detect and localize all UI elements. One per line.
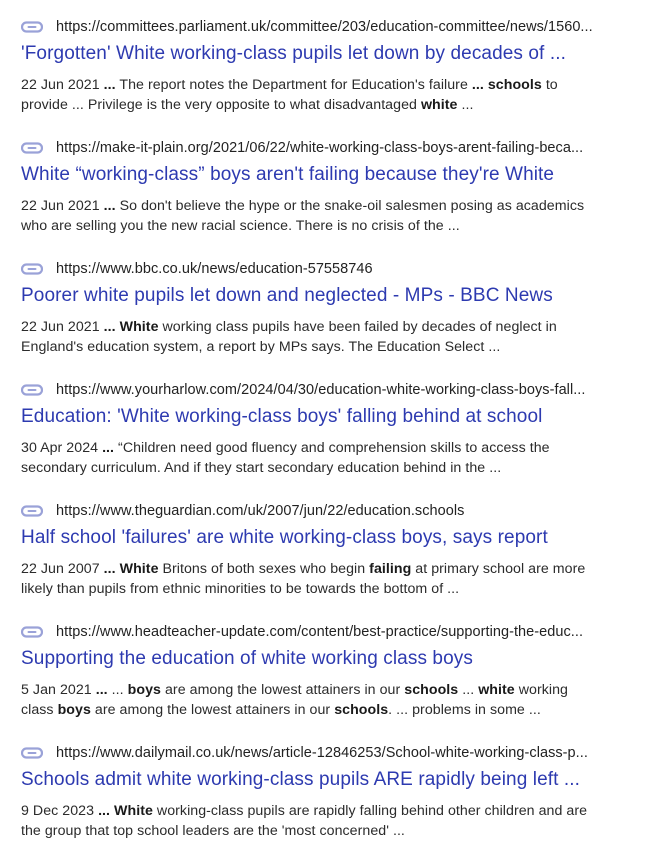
snippet-text: 5 Jan 2021 (21, 682, 96, 698)
link-icon-glyph (21, 21, 43, 33)
snippet-text: are among the lowest attainers in our (160, 682, 405, 698)
snippet-line (21, 458, 631, 478)
result-snippet (21, 196, 631, 236)
result-url[interactable]: https://make-it-plain.org/2021/06/22/white-working-class-boys-arent-failing-beca... (56, 140, 584, 156)
snippet-text: So don't believe the hype or the snake-oil salesmen posing as academics (115, 198, 585, 214)
result-title-link[interactable]: 'Forgotten' White working-class pupils let down by decades of ... (21, 43, 566, 64)
snippet-text: The report notes the Department for Education's failure (115, 77, 472, 93)
link-icon-glyph (21, 747, 43, 759)
link-icon (21, 20, 43, 34)
snippet-text: 22 Jun 2007 (21, 561, 104, 577)
snippet-highlight: ... (103, 198, 116, 214)
snippet-text: 22 Jun 2021 (21, 198, 104, 214)
link-icon-glyph (21, 384, 43, 396)
snippet-line (21, 216, 631, 236)
snippet-text: who are selling you the new racial science. There is no crisis of the ... (21, 218, 460, 234)
snippet-highlight: White (119, 319, 159, 335)
snippet-highlight: boys (127, 682, 161, 698)
result-title-link[interactable]: Poorer white pupils let down and neglected - MPs - BBC News (21, 285, 553, 306)
snippet-text: class (21, 702, 58, 718)
result-url-row[interactable] (21, 500, 631, 522)
snippet-line (21, 579, 631, 599)
snippet-text: England's education system, a report by MPs says. The Education Select ... (21, 339, 501, 355)
link-icon (21, 141, 43, 155)
result-snippet (21, 438, 631, 478)
search-result (21, 16, 631, 115)
link-icon (21, 746, 43, 760)
snippet-highlight: boys (57, 702, 91, 718)
snippet-line (21, 700, 631, 720)
result-title-link[interactable]: Half school 'failures' are white working-class boys, says report (21, 527, 548, 548)
result-url-row[interactable] (21, 258, 631, 280)
snippet-text: ... (458, 682, 479, 698)
result-url[interactable]: https://www.headteacher-update.com/content/best-practice/supporting-the-educ... (56, 624, 584, 640)
result-title-link[interactable]: Schools admit white working-class pupils ARE rapidly being left ... (21, 769, 581, 790)
snippet-highlight: white (478, 682, 515, 698)
result-url-row[interactable] (21, 621, 631, 643)
snippet-highlight: schools (487, 77, 542, 93)
snippet-text: ... (457, 97, 474, 113)
snippet-highlight: White (119, 561, 159, 577)
snippet-text: 9 Dec 2023 (21, 803, 99, 819)
link-icon (21, 504, 43, 518)
snippet-text: at primary school are more (411, 561, 586, 577)
result-title-link[interactable]: Education: 'White working-class boys' falling behind at school (21, 406, 543, 427)
link-icon-glyph (21, 142, 43, 154)
snippet-text: “Children need good fluency and comprehension skills to access the (114, 440, 550, 456)
snippet-line (21, 95, 631, 115)
snippet-highlight: White (114, 803, 153, 819)
snippet-text: the group that top school leaders are the 'most concerned' ... (21, 823, 405, 839)
result-url-row[interactable] (21, 137, 631, 159)
snippet-text: likely than pupils from ethnic minorities to be towards the bottom of ... (21, 581, 460, 597)
snippet-line (21, 196, 631, 216)
snippet-highlight: ... (102, 440, 115, 456)
result-url-row[interactable] (21, 16, 631, 38)
snippet-highlight: ... (471, 77, 484, 93)
snippet-text: 30 Apr 2024 (21, 440, 103, 456)
result-url[interactable]: https://www.dailymail.co.uk/news/article-12846253/School-white-working-class-p... (56, 745, 588, 761)
snippet-highlight: schools (334, 702, 389, 718)
snippet-highlight: failing (369, 561, 412, 577)
search-result (21, 379, 631, 478)
link-icon (21, 625, 43, 639)
result-snippet (21, 317, 631, 357)
result-title-link[interactable]: White “working-class” boys aren't failing because they're White (21, 164, 555, 185)
result-url-row[interactable] (21, 379, 631, 401)
snippet-text: Britons of both sexes who begin (158, 561, 370, 577)
snippet-line (21, 801, 631, 821)
result-url[interactable]: https://www.theguardian.com/uk/2007/jun/22/education.schools (56, 503, 465, 519)
result-url[interactable]: https://committees.parliament.uk/committee/203/education-committee/news/1560... (56, 19, 593, 35)
link-icon-glyph (21, 505, 43, 517)
snippet-line (21, 75, 631, 95)
snippet-text: ... (107, 682, 128, 698)
snippet-highlight: ... (103, 319, 116, 335)
result-url[interactable]: https://www.yourharlow.com/2024/04/30/education-white-working-class-boys-fall... (56, 382, 586, 398)
link-icon (21, 262, 43, 276)
snippet-text: 22 Jun 2021 (21, 77, 104, 93)
result-url[interactable]: https://www.bbc.co.uk/news/education-57558746 (56, 261, 373, 277)
snippet-highlight: ... (95, 682, 108, 698)
snippet-line (21, 438, 631, 458)
snippet-text: working (514, 682, 568, 698)
snippet-text: . ... problems in some ... (388, 702, 541, 718)
snippet-line (21, 821, 631, 841)
link-icon-glyph (21, 626, 43, 638)
search-result (21, 621, 631, 720)
snippet-text: to (541, 77, 558, 93)
search-result (21, 500, 631, 599)
snippet-line (21, 337, 631, 357)
snippet-highlight: schools (404, 682, 459, 698)
snippet-text: are among the lowest attainers in our (90, 702, 335, 718)
search-result (21, 742, 631, 841)
snippet-text: secondary curriculum. And if they start secondary education behind in the ... (21, 460, 502, 476)
result-url-row[interactable] (21, 742, 631, 764)
snippet-text: provide ... Privilege is the very opposite to what disadvantaged (21, 97, 421, 113)
snippet-text: working class pupils have been failed by decades of neglect in (158, 319, 557, 335)
snippet-text: 22 Jun 2021 (21, 319, 104, 335)
search-result (21, 137, 631, 236)
snippet-highlight: white (420, 97, 458, 113)
snippet-highlight: ... (98, 803, 111, 819)
result-title-link[interactable]: Supporting the education of white working class boys (21, 648, 473, 669)
snippet-line (21, 317, 631, 337)
snippet-highlight: ... (103, 77, 116, 93)
result-snippet (21, 75, 631, 115)
snippet-text: working-class pupils are rapidly falling behind other children and are (152, 803, 588, 819)
link-icon (21, 383, 43, 397)
snippet-highlight: ... (103, 561, 116, 577)
result-snippet (21, 559, 631, 599)
snippet-line (21, 559, 631, 579)
result-snippet (21, 680, 631, 720)
result-snippet (21, 801, 631, 841)
snippet-line (21, 680, 631, 700)
search-result (21, 258, 631, 357)
link-icon-glyph (21, 263, 43, 275)
